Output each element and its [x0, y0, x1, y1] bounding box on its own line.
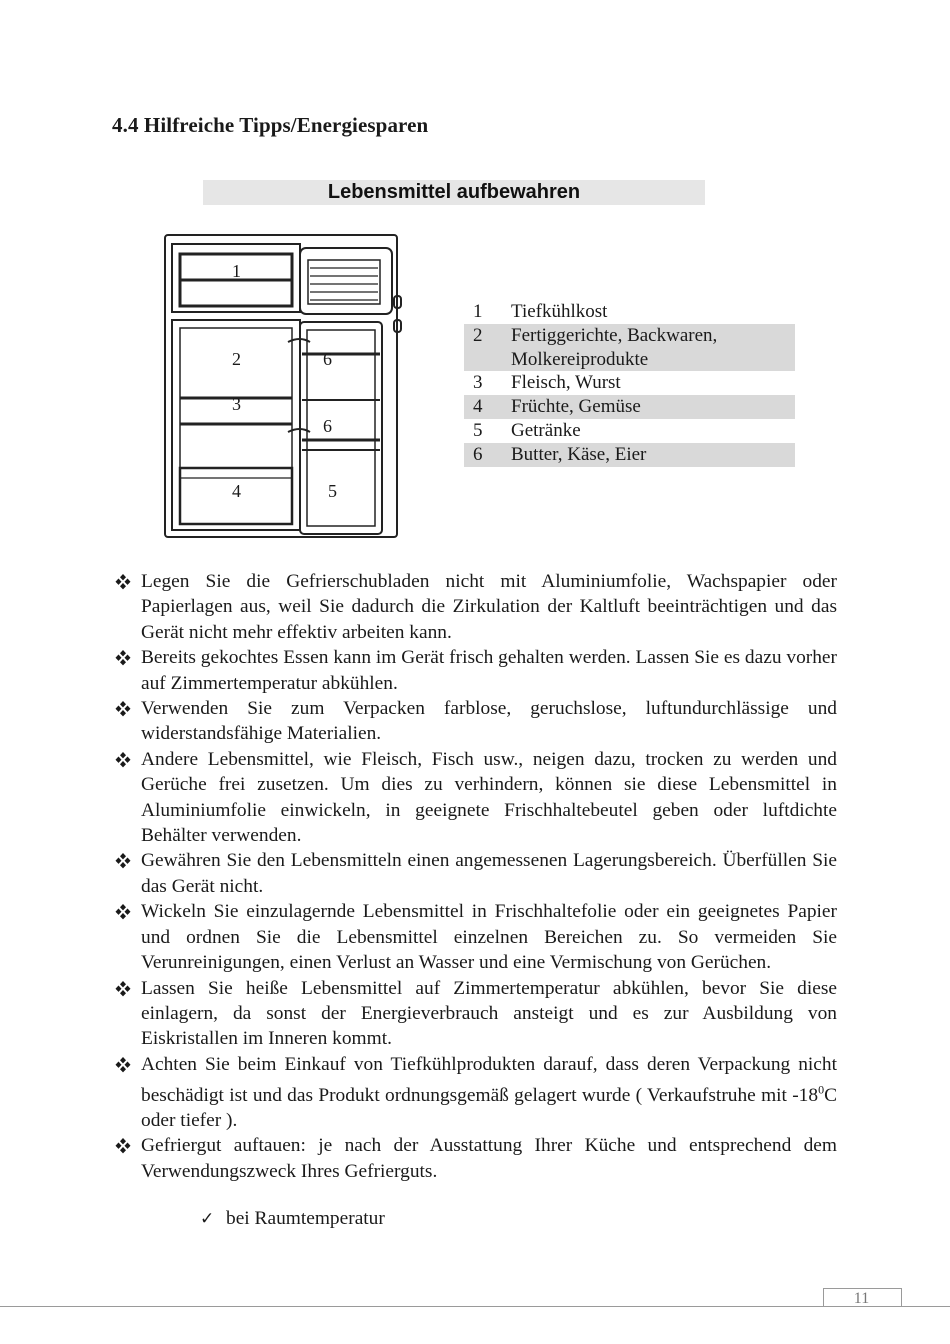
diamond-bullet-icon [112, 696, 134, 721]
legend-text: Früchte, Gemüse [511, 396, 641, 418]
page-number: 11 [853, 1290, 870, 1307]
checkmark-icon: ✓ [200, 1209, 215, 1229]
legend-row [464, 324, 795, 372]
legend-row [464, 371, 795, 395]
tip-text: Bereits gekochtes Essen kann im Gerät frisch gehalten werden. Lassen Sie es dazu vorher auf Zimmertemperatur abkühlen. [141, 647, 837, 694]
legend-number: 1 [473, 301, 483, 322]
legend-row [464, 419, 795, 443]
legend-row [464, 395, 795, 419]
legend-text: Getränke [511, 419, 581, 441]
figure-title: Lebensmittel aufbewahren [203, 180, 705, 205]
legend-number: 6 [473, 443, 483, 465]
legend-number: 5 [473, 419, 483, 441]
diamond-bullet-icon [112, 1133, 134, 1158]
diamond-bullet-icon [112, 1052, 134, 1077]
tip-item [112, 696, 837, 747]
legend-table [464, 300, 795, 467]
legend-text: Fleisch, Wurst [511, 372, 621, 394]
diamond-bullet-icon [112, 645, 134, 670]
tip-text: Andere Lebensmittel, wie Fleisch, Fisch usw., neigen dazu, trocken zu werden und Gerüche frei zusetzen. Um dies zu verhindern, können sie diese Lebensmittel in Aluminiumfolie einwickeln, in geeignete Frischhaltebeutel geben oder luftdichte Behälter verwenden. [141, 748, 837, 847]
sub-item-text: bei Raumtemperatur [226, 1208, 385, 1229]
legend-text: Tiefkühlkost [511, 301, 608, 322]
tip-text [141, 1054, 837, 1131]
legend-text: Butter, Käse, Eier [511, 443, 647, 465]
superscript-zero: 0 [818, 1082, 825, 1097]
legend-number: 3 [473, 372, 483, 394]
tip-item [112, 645, 837, 696]
diamond-bullet-icon [112, 976, 134, 1001]
legend-row [464, 443, 795, 467]
tip-text: Gewähren Sie den Lebensmitteln einen angemessenen Lagerungsbereich. Überfüllen Sie das Gerät nicht. [141, 850, 837, 897]
tips-list [112, 569, 837, 1184]
tip-text-part: C oder tiefer ). [141, 1084, 837, 1131]
legend-text [511, 324, 795, 372]
legend-number: 4 [473, 396, 483, 418]
figure-label-2: 2 [232, 349, 241, 369]
tip-text: Legen Sie die Gefrierschubladen nicht mit Aluminiumfolie, Wachspapier oder Papierlagen aus, weil Sie dadurch die Zirkulation der Kaltluft beeinträchtigen und das Gerät nicht mehr effektiv arbeiten kann. [141, 571, 837, 643]
diamond-bullet-icon [112, 848, 134, 873]
tip-item [112, 899, 837, 975]
diamond-bullet-icon [112, 747, 134, 772]
fridge-diagram [160, 232, 406, 542]
diamond-bullet-icon [112, 899, 134, 924]
tip-item [112, 569, 837, 645]
figure-label-6b: 6 [323, 416, 332, 436]
tip-text: Verwenden Sie zum Verpacken farblose, geruchslose, luftundurchlässige und widerstandsfähige Materialien. [141, 698, 837, 745]
tip-text: Wickeln Sie einzulagernde Lebensmittel in Frischhaltefolie oder ein geeignetes Papier und ordnen Sie die Lebensmittel einzelnen Bereichen zu. So vermeiden Sie Verunreinigungen, einen Verlust an Wasser und eine Vermischung von Gerüchen. [141, 901, 837, 974]
figure-label-5: 5 [328, 481, 337, 501]
tip-item [112, 848, 837, 899]
legend-number: 2 [473, 324, 483, 346]
legend-text-line1: Fertiggerichte, Backwaren, [511, 324, 718, 346]
figure-label-6a: 6 [323, 349, 332, 369]
footer-rule [0, 1306, 950, 1307]
tip-item [112, 976, 837, 1052]
tip-item [112, 747, 837, 849]
tip-text: Lassen Sie heiße Lebensmittel auf Zimmertemperatur abkühlen, bevor Sie diese einlagern, da sonst der Energieverbrauch ansteigt und es zur Ausbildung von Eiskristallen im Inneren kommt. [141, 977, 837, 1050]
figure-label-1: 1 [232, 261, 241, 281]
sub-item [200, 1206, 385, 1232]
figure-label-4: 4 [232, 481, 241, 501]
tip-text: Gefriergut auftauen: je nach der Ausstattung Ihrer Küche und entsprechend dem Verwendungszweck Ihres Gefrierguts. [141, 1135, 837, 1182]
section-heading: 4.4 Hilfreiche Tipps/Energiesparen [112, 113, 429, 137]
legend-text-line2: Molkereiprodukte [511, 348, 649, 370]
diamond-bullet-icon [112, 569, 134, 594]
figure-label-3: 3 [232, 394, 241, 414]
tip-text-part: Achten Sie beim Einkauf von Tiefkühlprodukten darauf, dass deren Verpackung nicht beschädigt ist und das Produkt ordnungsgemäß gelagert wurde ( Verkaufstruhe mit -18 [141, 1053, 837, 1106]
tip-item [112, 1052, 837, 1134]
legend-row [464, 300, 795, 324]
tip-item [112, 1133, 837, 1184]
